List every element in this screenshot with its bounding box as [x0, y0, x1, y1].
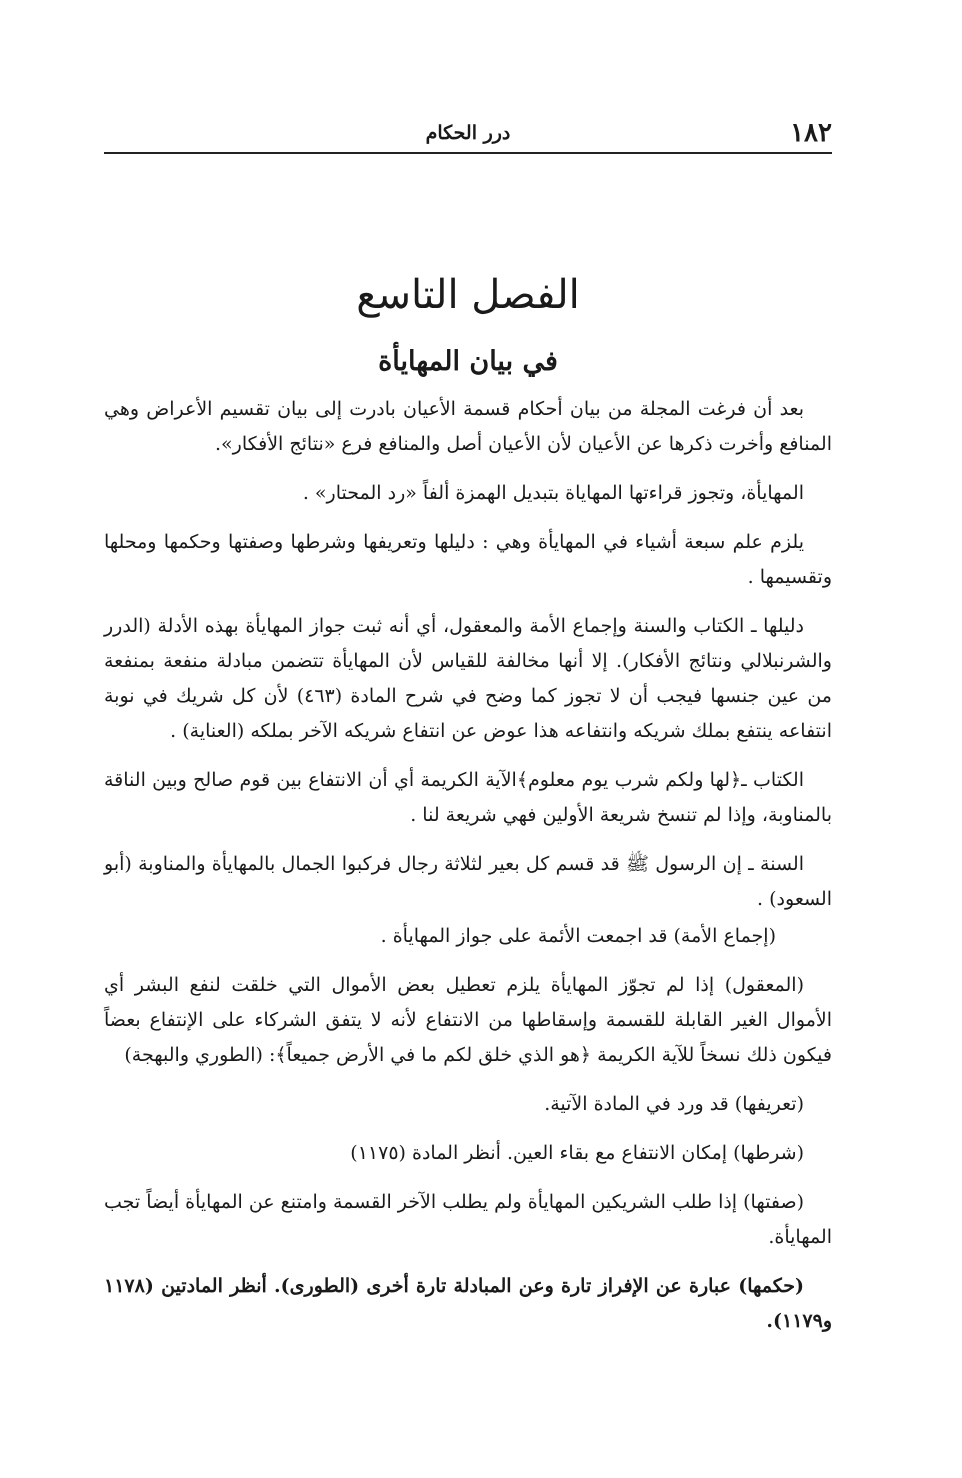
body-text: [104, 392, 832, 1353]
paragraph-evidence: دليلها ـ الكتاب والسنة وإجماع الأمة والمعقول، أي أنه ثبت جواز المهايأة بهذه الأدلة (الدرر والشرنبلالي ونتائج الأفكار). إلا أنها مخالفة للقياس لأن المهايأة تتضمن مبادلة منفعة بمنفعة من عين جنسها فيجب أن لا تجوز كما وضح في شرح المادة (٤٦٣) لأن كل شريك في نوبة انتفاعه ينتفع بملك شريكه وانتفاعه هذا عوض عن انتفاع شريكه الآخر بملكه (العناية) .: [104, 615, 832, 742]
chapter-title: الفصل التاسع: [356, 272, 580, 318]
section-title: في بيان المهايأة: [378, 346, 558, 377]
paragraph-definition: (تعريفها) قد ورد في المادة الآتية.: [544, 1093, 804, 1115]
paragraph-reason: (المعقول) إذا لم تجوّز المهايأة يلزم تعطيل بعض الأموال التي خلقت لنفع البشر أي الأموال الغير القابلة للقسمة وإسقاطها من الانتفاع لأنه لا يتفق الشركاء على الإنتفاع بعضاً فيكون ذلك نسخاً للآية الكريمة ﴿هو الذي خلق لكم ما في الأرض جميعاً﴾: (الطوري والبهجة): [104, 974, 832, 1066]
page-number: ١٨٢: [790, 118, 832, 148]
page-header: [104, 118, 832, 156]
paragraph-book: الكتاب ـ﴿لها ولكم شرب يوم معلوم﴾الآية الكريمة أي أن الانتفاع بين قوم صالح وبين الناقة بالمناوبة، وإذا لم تنسخ شريعة الأولين فهي شريعة لنا .: [104, 769, 832, 826]
paragraph-attribute: (صفتها) إذا طلب الشريكين المهايأة ولم يطلب الآخر القسمة وامتنع عن المهايأة أيضاً تجب المهايأة.: [104, 1191, 832, 1248]
paragraph-sunnah: السنة ـ إن الرسول ﷺ قد قسم كل بعير لثلاثة رجال فركبوا الجمال بالمهايأة والمناوبة (أبو السعود) .: [104, 853, 832, 910]
paragraph-ruling: (حكمها) عبارة عن الإفراز تارة وعن المبادلة تارة أخرى (الطورى). أنظر المادتين (١١٧٨ و١١٧٩).: [104, 1275, 832, 1332]
header-rule: [104, 152, 832, 154]
paragraph-consensus: (إجماع الأمة) قد اجمعت الأئمة على جواز المهايأة .: [380, 925, 776, 947]
paragraph-intro: بعد أن فرغت المجلة من بيان أحكام قسمة الأعيان بادرت إلى بيان تقسيم الأعراض وهي المنافع وأخرت ذكرها عن الأعيان لأن الأعيان أصل والمنافع فرع «نتائج الأفكار».: [104, 398, 832, 455]
running-title: درر الحكام: [425, 122, 511, 144]
paragraph-condition: (شرطها) إمكان الانتفاع مع بقاء العين. أنظر المادة (١١٧٥): [350, 1142, 804, 1164]
paragraph-seven-things: يلزم علم سبعة أشياء في المهايأة وهي : دليلها وتعريفها وشرطها وصفتها وحكمها ومحلها وتقسيمها .: [104, 531, 832, 588]
paragraph-reading: المهايأة، وتجوز قراءتها المهاياة بتبديل الهمزة ألفاً «رد المحتار» .: [302, 482, 804, 504]
